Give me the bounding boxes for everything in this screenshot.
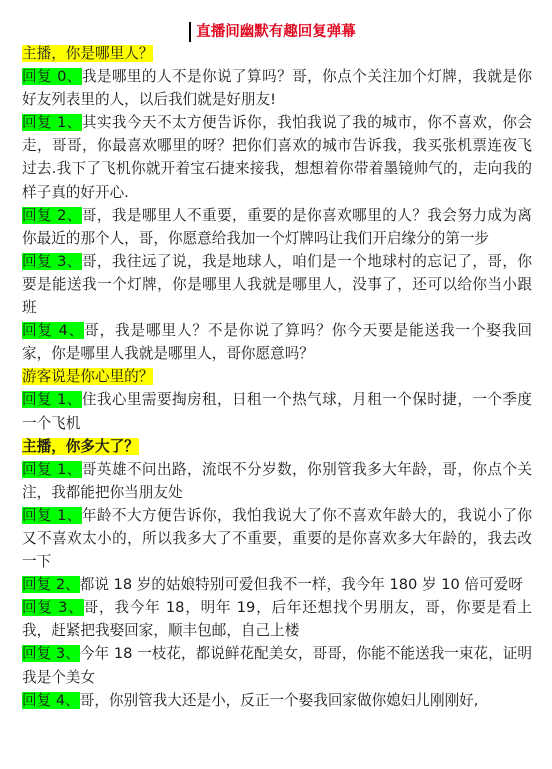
reply-paragraph [22, 504, 532, 573]
reply-label: 回复 2、 [22, 206, 82, 224]
document-body [22, 42, 532, 712]
question-label: 主播，你多大了？ [22, 437, 139, 455]
reply-text: 我是哪里的人不是你说了算吗？哥，你点个关注加个灯牌，我就是你好友列表里的人，以后我们就是好朋友! [22, 68, 532, 109]
question-heading [22, 42, 532, 65]
reply-label: 回复 1、 [22, 114, 82, 132]
reply-label: 回复 1、 [22, 391, 82, 409]
reply-text: 哥，你别管我大还是小，反正一个娶我回家做你媳妇儿刚刚好, [79, 691, 479, 709]
question-heading [22, 365, 532, 388]
reply-text: 今年 18 一枝花，都说鲜花配美女，哥哥，你能不能送我一束花，证明我是个美女 [22, 645, 532, 686]
reply-label: 回复 1、 [22, 506, 82, 524]
reply-paragraph [22, 65, 532, 111]
reply-text: 其实我今天不太方便告诉你，我怕我说了我的城市，你不喜欢，你会走，哥哥，你最喜欢哪里的呀？把你们喜欢的城市告诉我，我买张机票连夜飞过去.我下了飞机你就开着宝石捷来接我，想想着你带着墨镜帅气的，走向我的样子真的好开心. [22, 114, 532, 201]
reply-paragraph [22, 388, 532, 434]
reply-label: 回复 3、 [22, 252, 82, 270]
reply-paragraph [22, 642, 532, 688]
reply-text: 哥，我是哪里人？不是你说了算吗？你今天要是能送我一个娶我回家，你是哪里人我就是哪里人，哥你愿意吗？ [22, 322, 532, 363]
reply-paragraph [22, 111, 532, 203]
reply-text: 哥，我往远了说，我是地球人，咱们是一个地球村的忘记了，哥，你要是能送我一个灯牌，你是哪里人我就是哪里人，没事了，还可以给你当小跟班 [22, 252, 532, 317]
reply-label: 回复 2、 [22, 576, 80, 594]
reply-text: 哥，我今年 18，明年 19，后年还想找个男朋友，哥，你要是看上我，赶紧把我娶回家，顺丰包邮，自己上楼 [22, 599, 532, 640]
reply-paragraph [22, 573, 532, 596]
reply-paragraph [22, 204, 532, 250]
reply-label: 回复 3、 [22, 599, 84, 617]
question-label: 游客说是你心里的？ [22, 368, 154, 386]
question-label: 主播，你是哪里人？ [22, 45, 154, 62]
reply-paragraph [22, 250, 532, 319]
question-heading [22, 435, 532, 458]
reply-paragraph [22, 689, 532, 712]
reply-text: 都说 18 岁的姑娘特别可爱但我不一样，我今年 180 岁 10 倍可爱呀 [79, 576, 523, 594]
reply-label: 回复 1、 [22, 460, 82, 478]
reply-paragraph [22, 319, 532, 365]
reply-label: 回复 0、 [22, 68, 82, 86]
reply-text: 住我心里需要掏房租，日租一个热气球，月租一个保时捷，一个季度一个飞机 [22, 391, 532, 432]
reply-text: 年龄不大方便告诉你，我怕我说大了你不喜欢年龄大的，我说小了你又不喜欢太小的，所以我多大了不重要，重要的是你喜欢多大年龄的，我去改一下 [22, 506, 532, 571]
reply-text: 哥，我是哪里人不重要，重要的是你喜欢哪里的人？我会努力成为离你最近的那个人，哥，你愿意给我加一个灯牌吗让我们开启缘分的第一步 [22, 206, 532, 247]
reply-text: 哥英雄不问出路，流氓不分岁数，你别管我多大年龄，哥，你点个关注，我都能把你当朋友处 [22, 460, 532, 501]
reply-paragraph [22, 596, 532, 642]
document-title: 直播间幽默有趣回复弹幕 [196, 24, 356, 40]
reply-paragraph [22, 458, 532, 504]
reply-label: 回复 3、 [22, 645, 80, 663]
reply-label: 回复 4、 [22, 691, 80, 709]
reply-label: 回复 4、 [22, 322, 85, 340]
